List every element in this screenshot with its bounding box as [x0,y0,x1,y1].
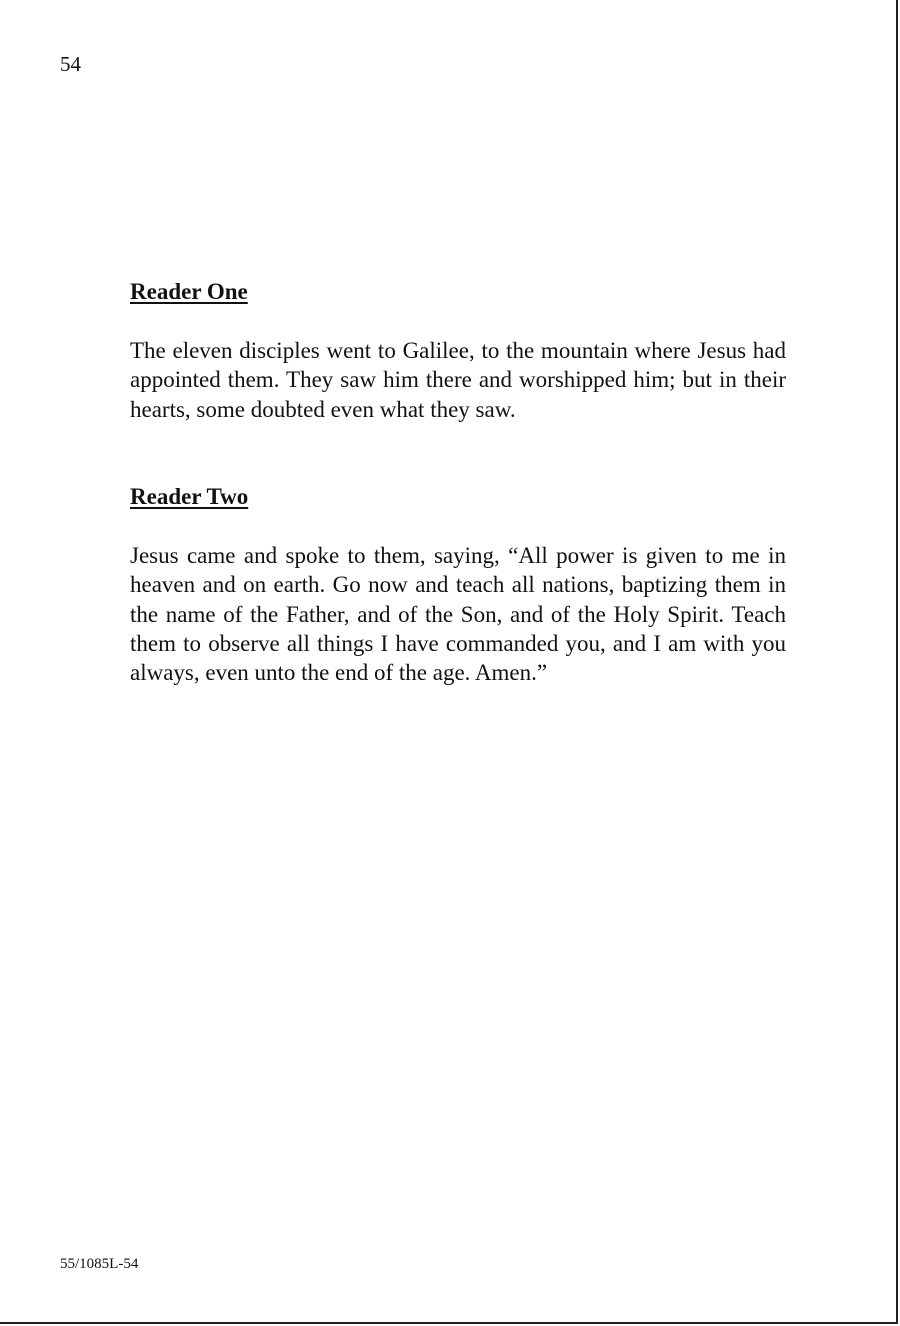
reader-one-heading: Reader One [130,279,248,304]
reader-two-section [130,483,786,687]
page-number: 54 [60,52,81,76]
reader-one-section [130,278,786,424]
reader-one-text: The eleven disciples went to Galilee, to the mountain where Jesus had appointed them. They saw him there and worshipped him; but in their hearts, some doubted even what they saw. [130,338,786,422]
reader-two-text: Jesus came and spoke to them, saying, “All power is given to me in heaven and on earth. Go now and teach all nations, baptizing them in the name of the Father, and of the Son, and of the Holy Spirit. Teach them to observe all things I have commanded you, and I am with you always, even unto the end of the age. Amen.” [130,543,786,686]
footer-code: 55/1085L-54 [60,1256,139,1272]
reader-two-heading: Reader Two [130,484,249,509]
